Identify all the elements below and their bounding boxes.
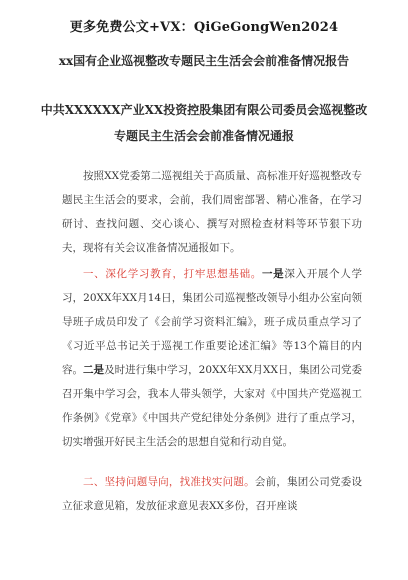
paragraph-study: [62, 262, 362, 454]
subtitle-line-2: 专题民主生活会会前准备情况通报: [113, 129, 294, 143]
subtitle-line-1: 中共XXXXXX产业XX投资控股集团有限公司委员会巡视整改: [40, 103, 368, 117]
paragraph-problems: [62, 470, 362, 518]
document-title: xx国有企业巡视整改专题民主生活会会前准备情况报告: [58, 54, 350, 68]
point-marker-2: 二是: [83, 364, 105, 376]
point-marker-1: 一是: [262, 268, 285, 280]
promo-banner: 更多免费公文+VX：QiGeGongWen2024: [69, 20, 339, 35]
point-text-2: 及时进行集中学习，20XX年XX月XX日，集团公司党委召开集中学习会，我本人带头领学，大家对《中国共产党巡视工作条例》《党章》《中国共产党纪律处分条例》进行了重点学习，切实增强开好民主生活会的思想自觉和行动自觉。: [62, 364, 363, 448]
section-heading-1: 一、深化学习教育，打牢思想基础。: [83, 268, 262, 280]
section-text-2: 会前，集团公司党委设立征求意见箱，发放征求意见表XX多份，召开座谈: [62, 476, 363, 512]
point-text-1: 深入开展个人学习，20XX年XX月14日，集团公司巡视整改领导小组办公室向领导班子成员印发了《会前学习资料汇编》，班子成员重点学习了《习近平总书记关于巡视工作重要论述汇编》等13个篇目的内容。: [62, 268, 362, 376]
paragraph-intro: 按照XX党委第二巡视组关于高质量、高标准开好巡视整改专题民主生活会的要求，会前，我们周密部署、精心准备，在学习研讨、查找问题、交心谈心、撰写对照检查材料等环节狠下功夫，现将有关会议准备情况通报如下。: [62, 170, 362, 254]
section-heading-2: 二、坚持问题导向，找准找实问题。: [83, 476, 255, 488]
